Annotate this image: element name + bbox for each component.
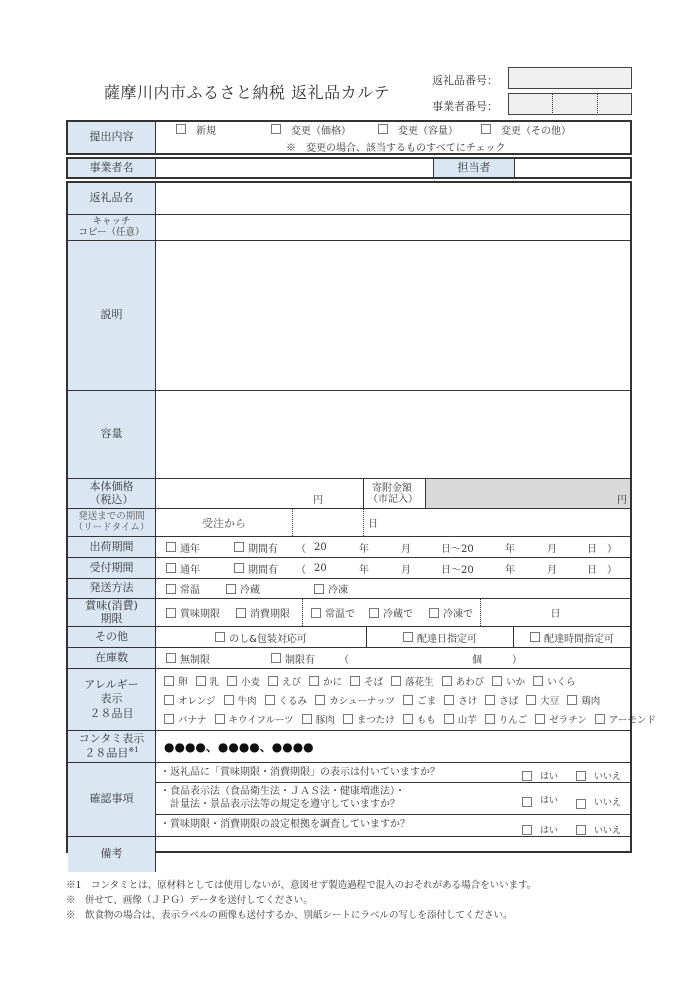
checkbox[interactable] (391, 676, 401, 686)
noshi-wrapping[interactable]: のし&包装対応可 (215, 630, 307, 645)
opt-label: 新規 (196, 125, 216, 137)
checkbox[interactable] (442, 676, 452, 686)
ship-period-label: 出荷期間 (68, 537, 156, 557)
allergen-label: ゼラチン (549, 714, 587, 726)
allergen-label: 牛肉 (237, 695, 257, 707)
q3-yes[interactable]: はい (522, 823, 558, 836)
checkbox[interactable] (166, 608, 176, 618)
capacity-label: 容量 (68, 391, 156, 478)
storage-frozen[interactable]: 冷凍で (429, 605, 473, 620)
allergen-option[interactable] (485, 712, 528, 726)
allergy-label: アレルギー 表示 ２８品目 (68, 669, 156, 730)
capacity-field[interactable] (156, 391, 630, 478)
confirm-q1: ・返礼品に「賞味期限・消費期限」の表示は付いていますか？ はい いいえ (156, 763, 630, 783)
allergen-label: かに (323, 676, 343, 688)
stock-unlimited[interactable]: 無制限 (166, 651, 271, 666)
price-label: 本体価格 （税込） (68, 479, 156, 508)
allergen-label: バナナ (178, 714, 207, 726)
checkbox[interactable] (315, 695, 325, 705)
checkbox[interactable] (215, 632, 225, 642)
ship-frozen[interactable]: 冷凍 (314, 581, 348, 596)
checkbox[interactable] (224, 695, 234, 705)
checkbox[interactable] (234, 542, 244, 552)
other-label: その他 (68, 627, 156, 647)
opt-change-volume[interactable] (378, 122, 481, 137)
allergen-label: 小麦 (241, 676, 261, 688)
delivery-time[interactable]: 配達時間指定可 (530, 630, 614, 645)
lead-time-field[interactable] (292, 509, 363, 536)
delivery-date[interactable]: 配達日指定可 (403, 630, 477, 645)
allergen-option[interactable] (485, 693, 518, 707)
allergen-label: えび (282, 676, 302, 688)
allergen-label: 乳 (209, 676, 220, 688)
allergy-list (156, 669, 656, 730)
allergen-label: そば (364, 676, 384, 688)
checkbox[interactable] (234, 563, 244, 573)
submission-note: ※ 変更の場合、該当するものすべてにチェック (286, 142, 506, 154)
opt-change-price[interactable] (271, 122, 378, 137)
catch-copy-label: キャッチ コピー（任意） (68, 215, 156, 240)
allergen-option[interactable] (265, 693, 308, 707)
checkbox[interactable] (378, 124, 388, 134)
opt-change-other[interactable] (481, 122, 571, 137)
checkbox[interactable] (444, 714, 454, 724)
checkbox[interactable] (526, 695, 536, 705)
use-by[interactable]: 消費期限 (236, 605, 290, 620)
checkbox[interactable] (271, 653, 281, 663)
footnote-3: ※ 飲食物の場合は、表示ラベルの画像も送付するか、別紙シートにラベルの写しを添付してください。 (66, 910, 513, 921)
checkbox[interactable] (215, 714, 225, 724)
checkbox[interactable] (403, 632, 413, 642)
allergen-label: いくら (547, 676, 576, 688)
allergen-label: ごま (417, 695, 437, 707)
expiry-days[interactable]: 日 (480, 599, 630, 626)
ship-period-has[interactable]: 期間有 (234, 540, 296, 555)
checkbox[interactable] (403, 695, 413, 705)
checkbox[interactable] (530, 632, 540, 642)
allergen-option[interactable] (442, 674, 485, 688)
checkbox[interactable] (369, 608, 379, 618)
checkbox[interactable] (196, 676, 206, 686)
remarks-field[interactable] (156, 837, 630, 872)
business-no-label: 事業者番号： (432, 100, 498, 113)
ship-chilled[interactable]: 冷蔵 (226, 581, 314, 596)
allergen-option[interactable] (535, 712, 587, 726)
q3-no[interactable]: いいえ (576, 823, 621, 836)
checkbox[interactable] (176, 124, 186, 134)
allergen-label: さけ (458, 695, 478, 707)
contam-value[interactable]: ●●●●、●●●●、●●●● (164, 740, 314, 754)
checkbox[interactable] (166, 584, 176, 594)
expiry-label: 賞味(消費) 期限 (68, 599, 156, 626)
page-title: 薩摩川内市ふるさと納税 返礼品カルテ (104, 83, 391, 102)
allergen-label: オレンジ (178, 695, 216, 707)
ship-year-round[interactable]: 通年 (166, 540, 234, 555)
accept-year-round[interactable]: 通年 (166, 561, 234, 576)
allergen-option[interactable] (164, 674, 188, 688)
checkbox[interactable] (314, 584, 324, 594)
checkbox[interactable] (343, 714, 353, 724)
business-no-field[interactable] (508, 93, 632, 115)
allergen-label: 卵 (178, 676, 188, 688)
business-table (66, 157, 632, 179)
main-table: 返礼品名 キャッチ コピー（任意） 説明 容量 本体価格 （税込） 円 寄附金額 （市記入） 円 発送までの期間 （リードタイム） 受注から 日 出荷期間 通年 期間有 （ 20 年 月 日～20 年 月 日 ） 受付期間 通年 期間有 （ 20 年 月 日～20 年 月 日 ） 発送方法 常温 冷蔵 冷凍 賞味(消費) 期限 賞味期限 消費期限 常温で 冷蔵で 冷凍で 日 その他 のし&包装対応可 配達日指定可 配達時間指定可 在庫数 無制限 制限有 （ 個 ） アレルギー 表示 ２８品目 卵 乳 小麦 えび かに そば 落花生 あわび いか いくら オレンジ 牛肉 くるみ カシューナッツ ごま さけ さば 大豆 鶏肉 バナナ キウイフルーツ 豚肉 まつたけ もも 山芋 りんご ゼラチン アーモンド コンタミ表示 ２８品目$^{※1}$ ●●●●、●●●●、●●●● 確認事項 ・返礼品に「賞味期限・消費期限」の表示は付いていますか？ はい いいえ ・食品表示法（食品衛生法・ＪＡＳ法・健康増進法）・ 計量法・景品表示法等の規定を遵守していますか？ はい いいえ ・賞味期限・消費期限の設定根拠を調査していますか？ はい いいえ 備考 (66, 181, 632, 853)
allergen-option[interactable] (567, 693, 600, 707)
checkbox[interactable] (522, 797, 532, 807)
description-field[interactable] (156, 241, 630, 390)
lead-time-label: 発送までの期間 （リードタイム） (68, 509, 156, 536)
allergy-row (164, 674, 576, 688)
allergen-label: 豚肉 (315, 714, 335, 726)
checkbox[interactable] (429, 608, 439, 618)
allergen-option[interactable] (215, 712, 294, 726)
allergen-option[interactable] (164, 712, 207, 726)
item-no-field[interactable] (508, 67, 632, 89)
checkbox[interactable] (576, 771, 586, 781)
checkbox[interactable] (576, 799, 586, 809)
allergen-option[interactable] (227, 674, 260, 688)
allergy-row (164, 693, 600, 707)
price-field[interactable] (156, 479, 364, 508)
confirm-q3: ・賞味期限・消費期限の設定根拠を調査していますか？ はい いいえ (160, 819, 622, 836)
donation-label: 寄附金額 （市記入） (364, 479, 426, 508)
checkbox[interactable] (535, 714, 545, 724)
storage-normal[interactable]: 常温で (311, 605, 369, 620)
confirm-label: 確認事項 (68, 763, 156, 836)
checkbox[interactable] (595, 714, 605, 724)
allergen-option[interactable] (526, 693, 559, 707)
checkbox[interactable] (576, 825, 586, 835)
opt-label: 変更（価格） (291, 125, 351, 137)
checkbox[interactable] (403, 714, 413, 724)
checkbox[interactable] (166, 563, 176, 573)
allergen-label: いか (506, 676, 526, 688)
checkbox[interactable] (164, 676, 174, 686)
best-before[interactable]: 賞味期限 (166, 605, 236, 620)
allergen-option[interactable] (533, 674, 576, 688)
checkbox[interactable] (164, 695, 174, 705)
divider (597, 94, 598, 113)
checkbox[interactable] (227, 676, 237, 686)
allergen-option[interactable] (403, 693, 436, 707)
lead-time-from: 受注から (202, 516, 246, 530)
checkbox[interactable] (236, 608, 246, 618)
q1-yes[interactable]: はい (522, 769, 558, 782)
allergen-label: もも (416, 714, 436, 726)
checkbox[interactable] (164, 714, 174, 724)
allergen-option[interactable] (164, 693, 216, 707)
person-label: 担当者 (434, 159, 515, 177)
allergen-option[interactable] (403, 712, 436, 726)
checkbox[interactable] (309, 676, 319, 686)
checkbox[interactable] (567, 695, 577, 705)
checkbox[interactable] (302, 714, 312, 724)
yen-unit: 円 (313, 495, 323, 506)
allergen-option[interactable] (315, 693, 395, 707)
allergy-row (164, 712, 656, 726)
opt-new[interactable] (176, 122, 271, 137)
product-name-label: 返礼品名 (68, 183, 156, 214)
divider (552, 94, 553, 113)
allergen-label: 大豆 (540, 695, 560, 707)
allergen-option[interactable] (350, 674, 383, 688)
person-field[interactable] (515, 159, 630, 177)
allergen-label: 鶏肉 (581, 695, 601, 707)
donation-field[interactable] (426, 479, 630, 508)
submission-label: 提出内容 (68, 122, 156, 153)
q2-yes[interactable]: はい (522, 795, 558, 808)
opt-label: 変更（その他） (501, 125, 571, 137)
ship-method-label: 発送方法 (68, 579, 156, 598)
allergen-option[interactable] (196, 674, 220, 688)
checkbox[interactable] (268, 676, 278, 686)
contam-label: コンタミ表示 ２８品目$^{※1}$ (68, 731, 156, 762)
allergen-option[interactable] (302, 712, 335, 726)
allergen-label: カシューナッツ (329, 695, 396, 707)
allergen-label: さば (499, 695, 519, 707)
allergen-option[interactable] (309, 674, 342, 688)
checkbox[interactable] (265, 695, 275, 705)
checkbox[interactable] (522, 825, 532, 835)
allergen-label: 山芋 (457, 714, 477, 726)
yen-unit: 円 (617, 495, 627, 506)
checkbox[interactable] (311, 608, 321, 618)
allergen-label: あわび (455, 676, 485, 688)
q1-no[interactable]: いいえ (576, 769, 621, 782)
allergen-label: アーモンド (608, 714, 657, 726)
allergen-label: りんご (498, 714, 528, 726)
allergen-option[interactable] (444, 712, 477, 726)
accept-period-label: 受付期間 (68, 558, 156, 578)
allergen-label: まつたけ (356, 714, 395, 726)
confirm-q2: ・食品表示法（食品衛生法・ＪＡＳ法・健康増進法）・ 計量法・景品表示法等の規定を遵守していますか？ はい いいえ (156, 783, 630, 815)
lead-time-day: 日 (363, 509, 630, 536)
checkbox[interactable] (350, 676, 360, 686)
description-label: 説明 (68, 241, 156, 390)
allergen-option[interactable] (492, 674, 525, 688)
checkbox[interactable] (271, 124, 281, 134)
footnote-2: ※ 併せて、画像（ＪＰＧ）データを送付してください。 (66, 895, 313, 906)
remarks-label: 備考 (68, 837, 156, 872)
stock-limited[interactable]: 制限有 (271, 651, 339, 666)
storage-chilled[interactable]: 冷蔵で (369, 605, 429, 620)
checkbox[interactable] (492, 676, 502, 686)
accept-period-has[interactable]: 期間有 (234, 561, 296, 576)
checkbox[interactable] (166, 653, 176, 663)
checkbox[interactable] (166, 542, 176, 552)
checkbox[interactable] (481, 124, 491, 134)
allergen-option[interactable] (224, 693, 257, 707)
submission-table (66, 120, 632, 155)
checkbox[interactable] (522, 771, 532, 781)
checkbox[interactable] (226, 584, 236, 594)
allergen-option[interactable] (444, 693, 477, 707)
opt-label: 変更（容量） (398, 125, 458, 137)
stock-label: 在庫数 (68, 648, 156, 668)
allergen-option[interactable] (391, 674, 434, 688)
checkbox[interactable] (444, 695, 454, 705)
checkbox[interactable] (485, 714, 495, 724)
checkbox[interactable] (485, 695, 495, 705)
allergen-option[interactable] (268, 674, 301, 688)
allergen-label: 落花生 (405, 676, 434, 688)
allergen-option[interactable] (595, 712, 656, 726)
allergen-option[interactable] (343, 712, 395, 726)
product-name-field[interactable] (156, 183, 630, 214)
catch-copy-field[interactable] (156, 215, 630, 240)
business-name-label: 事業者名 (68, 159, 156, 177)
allergen-label: くるみ (278, 695, 308, 707)
allergen-label: キウイフルーツ (228, 714, 294, 726)
business-name-field[interactable] (156, 159, 434, 177)
footnote-1: ※1 コンタミとは、原材料としては使用しないが、意図せず製造過程で混入のおそれがある場合をいいます。 (66, 880, 537, 891)
item-no-label: 返礼品番号： (432, 74, 498, 87)
checkbox[interactable] (533, 676, 543, 686)
ship-normal[interactable]: 常温 (166, 581, 226, 596)
q2-no[interactable]: いいえ (576, 797, 621, 810)
